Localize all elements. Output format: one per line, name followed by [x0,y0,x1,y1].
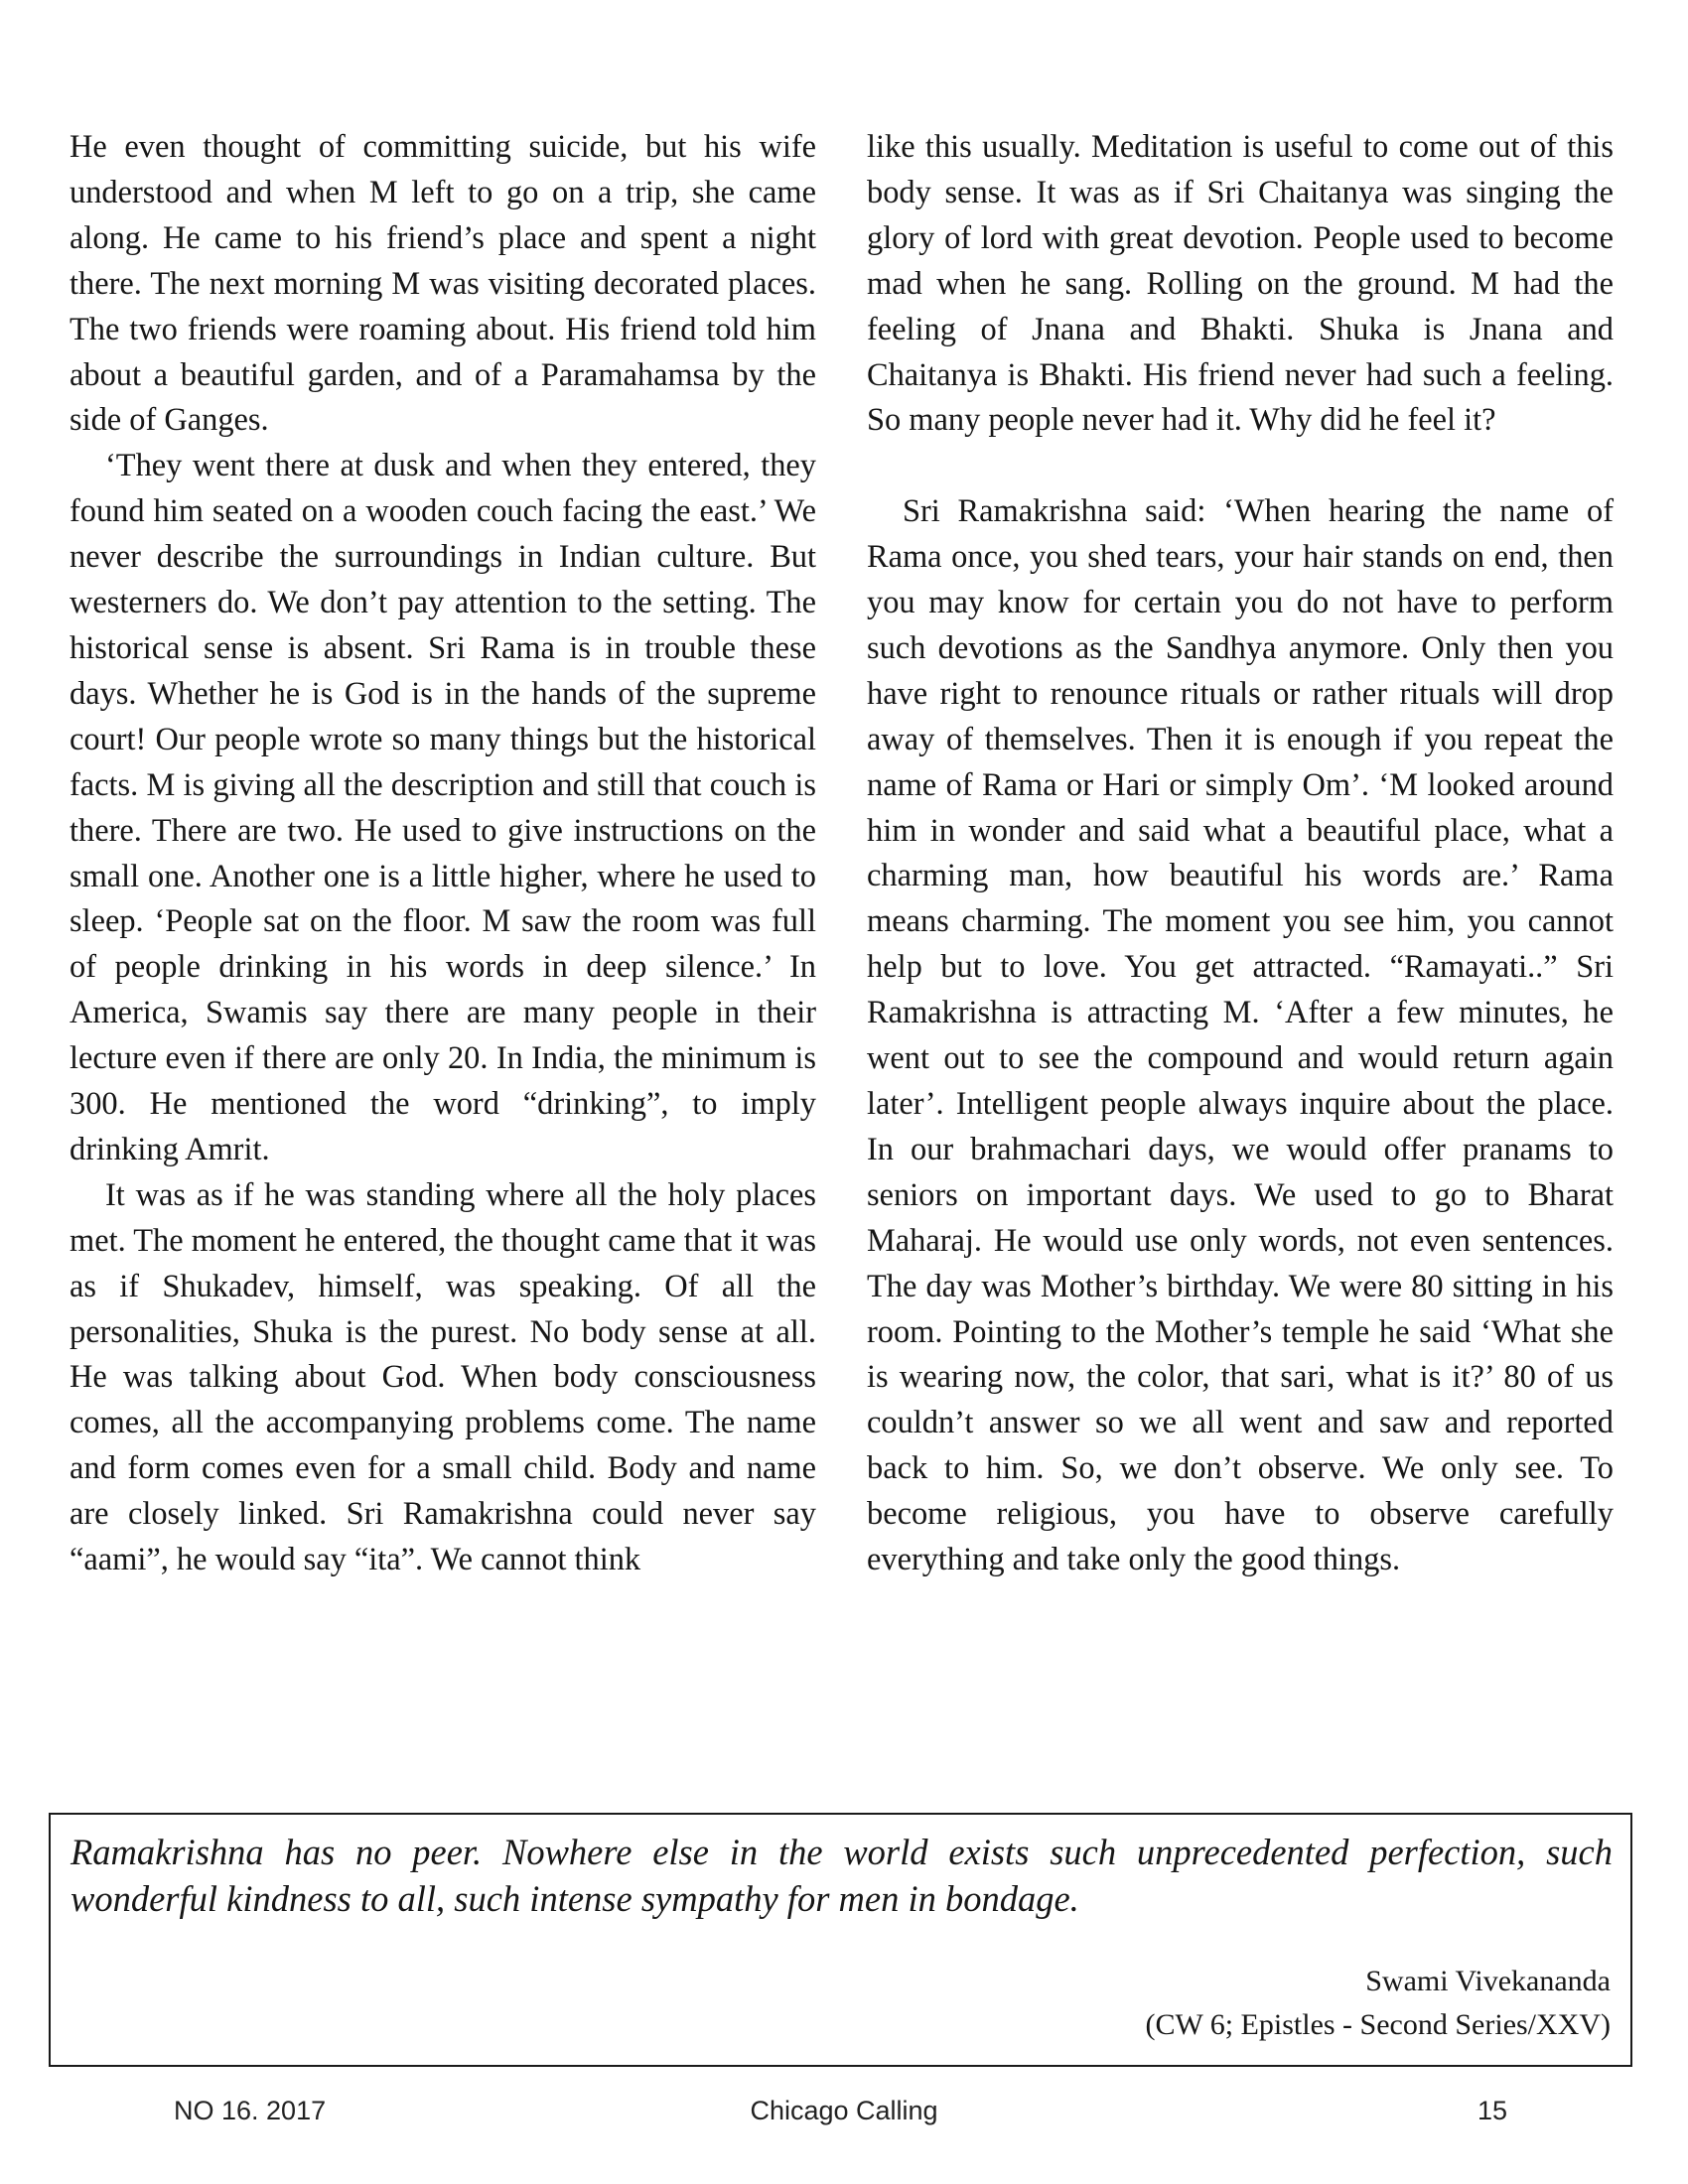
footer-publication-title: Chicago Calling [750,2096,938,2125]
right-text-column [867,125,1614,1583]
footer-page-number: 15 [1477,2096,1508,2125]
footer-issue: NO 16. 2017 [174,2096,327,2125]
paragraph: like this usually. Meditation is useful to come out of this body sense. It was as if Sri Chaitanya was singing the glory of lord with great devotion. People used to become mad when he sang. Rolling on the ground. M had the feeling of Jnana and Bhakti. Shuka is Jnana and Chaitanya is Bhakti. His friend never had such a feeling. So many people never had it. Why did he feel it? [867,129,1614,439]
paragraph: Sri Ramakrishna said: ‘When hearing the name of Rama once, you shed tears, your hair stands on end, then you may know for certain you do not have to perform such devotions as the Sandhya anymore. Only then you have right to renounce rituals or rather rituals will drop away of themselves. Then it is enough if you repeat the name of Rama or Hari or simply Om’. ‘M looked around him in wonder and said what a beautiful place, what a charming man, how beautiful his words are.’ Rama means charming. The moment you see him, you cannot help but to love. You get attracted. “Ramayati..” Sri Ramakrishna is attracting M. ‘After a few minutes, he went out to see the compound and would return again later’. Intelligent people always inquire about the place. In our brahmachari days, we would offer pranams to seniors on important days. We used to go to Bharat Maharaj. He would use only words, not even sentences. The day was Mother’s birthday. We were 80 sitting in his room. Pointing to the Mother’s temple he said ‘What she is wearing now, the color, that sari, what is it?’ 80 of us couldn’t answer so we all went and saw and reported back to him. So, we don’t observe. We only see. To become religious, you have to observe carefully everything and take only the good things. [867,493,1614,1578]
left-text-column [70,125,816,1583]
paragraph: He even thought of committing suicide, but his wife understood and when M left to go on a trip, she came along. He came to his friend’s place and spent a night there. The next morning M was visiting decorated places. The two friends were roaming about. His friend told him about a beautiful garden, and of a Paramahamsa by the side of Ganges. [70,129,816,439]
quote-source: (CW 6; Epistles - Second Series/XXV) [1145,2008,1611,2041]
quote-attribution [1145,1960,1611,2047]
quote-author: Swami Vivekananda [1365,1965,1611,1997]
paragraph: ‘They went there at dusk and when they entered, they found him seated on a wooden couch facing the east.’ We never describe the surroundings in Indian culture. But westerners do. We don’t pay attention to the setting. The historical sense is absent. Sri Rama is in trouble these days. Whether he is God is in the hands of the supreme court! Our people wrote so many things but the historical facts. M is giving all the description and still that couch is there. There are two. He used to give instructions on the small one. Another one is a little higher, where he used to sleep. ‘People sat on the floor. M saw the room was full of people drinking in his words in deep silence.’ In America, Swamis say there are many people in their lecture even if there are only 20. In India, the minimum is 300. He mentioned the word “drinking”, to imply drinking Amrit. [70,448,816,1167]
paragraph: It was as if he was standing where all the holy places met. The moment he entered, the thought came that it was as if Shukadev, himself, was speaking. Of all the personalities, Shuka is the purest. No body sense at all. He was talking about God. When body consciousness comes, all the accompanying problems come. The name and form comes even for a small child. Body and name are closely linked. Sri Ramakrishna could never say “aami”, he would say “ita”. We cannot think [70,1176,816,1578]
quote-text: Ramakrishna has no peer. Nowhere else in the world exists such unprecedented perfection, such wonderful kindness to all, such intense sympathy for men in bondage. [70,1832,1613,1919]
quote-box [49,1813,1632,2067]
